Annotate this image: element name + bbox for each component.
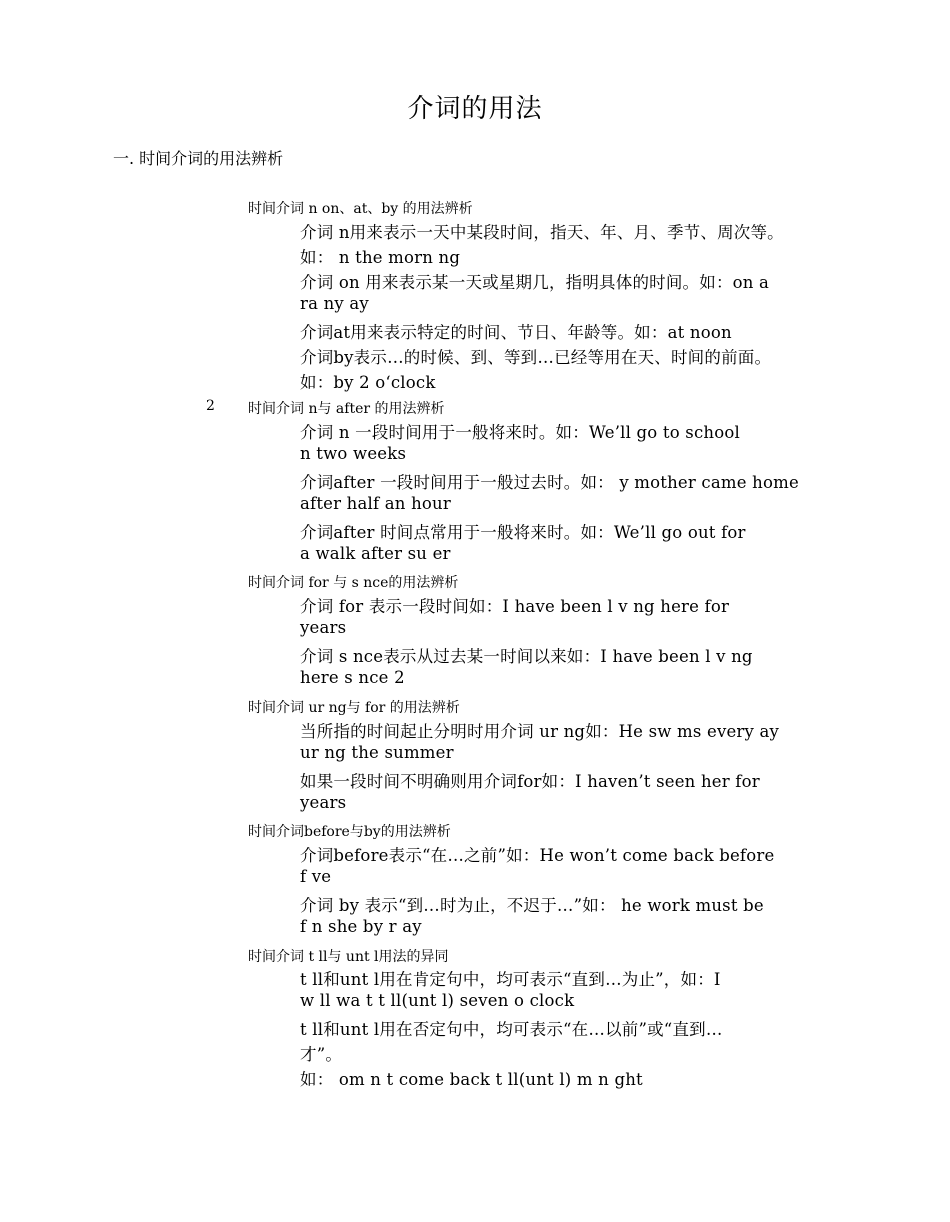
text-line: w ll wa t t ll(unt l) seven o clock <box>300 991 575 1010</box>
text-line: 介词 for 表示一段时间如：I have been l v ng here for <box>300 597 730 616</box>
text-line: after half an hour <box>300 494 451 513</box>
text-line: a walk after su er <box>300 544 451 563</box>
text-line: here s nce 2 <box>300 668 405 687</box>
text-line: 才”。 <box>300 1045 343 1064</box>
text-line: 如果一段时间不明确则用介词for如：I haven’t seen her for <box>300 772 760 791</box>
text-line: 介词after 一段时间用于一般过去时。如： y mother came home <box>300 473 799 492</box>
text-line: 如： om n t come back t ll(unt l) m n ght <box>300 1070 643 1089</box>
text-line: years <box>300 618 347 637</box>
text-line: 介词 n用来表示一天中某段时间，指天、年、月、季节、周次等。 <box>300 223 784 242</box>
text-line: 介词 on 用来表示某一天或星期几，指明具体的时间。如：on a <box>300 273 770 292</box>
subsection-heading: 时间介词 t ll与 unt l用法的异同 <box>248 949 449 965</box>
text-line: 当所指的时间起止分明时用介词 ur ng如：He sw ms every ay <box>300 722 780 741</box>
text-line: 介词 n 一段时间用于一般将来时。如：We’ll go to school <box>300 423 740 442</box>
text-line: n two weeks <box>300 444 407 463</box>
section-heading: 一. 时间介词的用法辨析 <box>113 149 284 168</box>
text-line: 介词 s nce表示从过去某一时间以来如：I have been l v ng <box>300 647 753 666</box>
text-line: 介词by表示…的时候、到、等到…已经等用在天、时间的前面。 <box>300 348 772 367</box>
text-line: t ll和unt l用在否定句中，均可表示“在…以前”或“直到… <box>300 1020 723 1039</box>
text-line: 介词after 时间点常用于一般将来时。如：We’ll go out for <box>300 523 746 542</box>
subsection-heading: 时间介词 n on、at、by 的用法辨析 <box>248 201 473 217</box>
text-line: 介词at用来表示特定的时间、节日、年龄等。如：at noon <box>300 323 732 342</box>
subsection-heading: 时间介词before与by的用法辨析 <box>248 824 451 840</box>
list-number: 2 <box>206 398 215 414</box>
text-line: f n she by r ay <box>300 917 422 936</box>
text-line: years <box>300 793 347 812</box>
text-line: t ll和unt l用在肯定句中，均可表示“直到…为止”，如：I <box>300 970 721 989</box>
text-line: 介词before表示“在…之前”如：He won’t come back before <box>300 846 775 865</box>
text-line: f ve <box>300 867 332 886</box>
text-line: ur ng the summer <box>300 743 454 762</box>
subsection-heading: 时间介词 ur ng与 for 的用法辨析 <box>248 700 460 716</box>
subsection-heading: 时间介词 n与 after 的用法辨析 <box>248 401 445 417</box>
subsection-heading: 时间介词 for 与 s nce的用法辨析 <box>248 575 459 591</box>
text-line: ra ny ay <box>300 294 369 313</box>
text-line: 如： n the morn ng <box>300 248 461 267</box>
text-line: 如：by 2 o‘clock <box>300 373 436 392</box>
page-title: 介词的用法 <box>407 94 543 124</box>
text-line: 介词 by 表示“到…时为止，不迟于…”如： he work must be <box>300 896 764 915</box>
